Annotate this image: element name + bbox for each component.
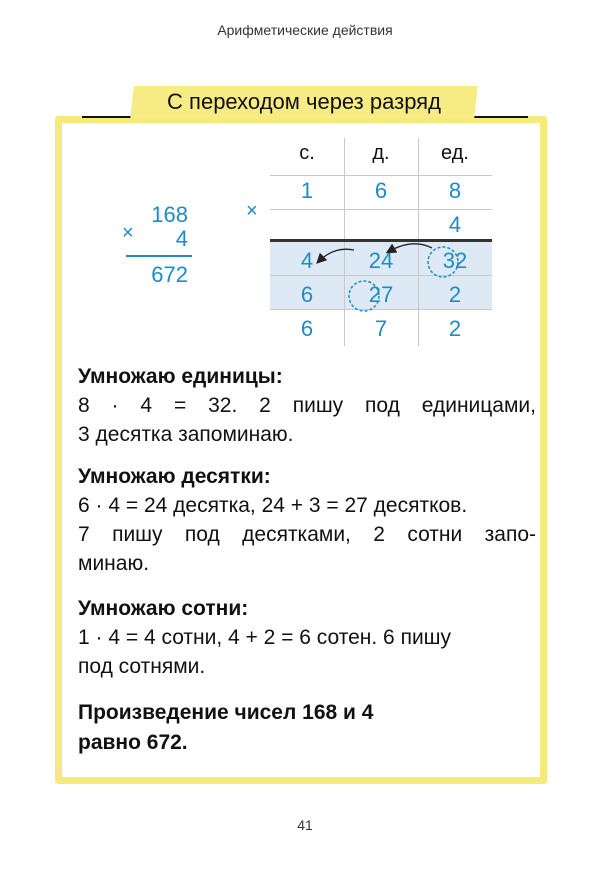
multiplicand: 168 [151, 202, 188, 227]
grid-multiply-sign: × [246, 200, 258, 222]
page-number: 41 [297, 817, 313, 833]
grid-cell: 6 [374, 178, 388, 203]
step-line: 7 пишу под десятками, 2 сотни запо- [78, 523, 536, 546]
step-heading: Умножаю десятки: [78, 465, 271, 488]
running-header: Арифметические действия [217, 22, 393, 38]
step-line: 8 · 4 = 32. 2 пишу под единицами, [78, 394, 536, 417]
conclusion-line: Произведение чисел 168 и 4 [78, 701, 374, 724]
grid-cell: 8 [448, 178, 462, 203]
grid-cell: 24 [368, 248, 394, 273]
step-units [78, 362, 536, 449]
header-hundreds: с. [299, 142, 315, 164]
grid-cell: 6 [300, 316, 314, 341]
column-multiplication [118, 202, 198, 288]
grid-cell: 4 [300, 248, 314, 273]
step-line: минаю. [78, 552, 150, 575]
carry-circle-units [428, 247, 458, 277]
product: 672 [151, 262, 188, 287]
result-line [126, 255, 192, 257]
multiply-sign: × [122, 222, 134, 244]
conclusion-line: равно 672. [78, 731, 188, 754]
grid-cell: 6 [300, 282, 314, 307]
step-line: 1 · 4 = 4 сотни, 4 + 2 = 6 сотен. 6 пишу [78, 626, 452, 649]
carry-arrows [246, 138, 496, 350]
grid-cell: 1 [300, 178, 314, 203]
grid-cell: 32 [442, 248, 468, 273]
step-hundreds [78, 594, 536, 681]
section-title-block [82, 82, 528, 122]
carry-circle-tens [349, 281, 379, 311]
step-line: 3 десятка запоминаю. [78, 423, 294, 446]
grid-cell: 2 [448, 316, 462, 341]
step-line: под сотнями. [78, 655, 206, 678]
step-tens [78, 462, 536, 578]
grid-cell: 4 [448, 212, 462, 237]
carry-arrow-units-to-tens [388, 244, 432, 252]
multiplier: 4 [175, 226, 188, 251]
carry-arrow-tens-to-hundreds [318, 249, 354, 262]
step-heading: Умножаю сотни: [78, 597, 249, 620]
section-title: С переходом через разряд [167, 89, 441, 114]
step-heading: Умножаю единицы: [78, 365, 283, 388]
place-value-grid [246, 138, 496, 350]
header-units: ед. [441, 142, 469, 164]
grid-cell: 2 [448, 282, 462, 307]
grid-cell: 7 [374, 316, 388, 341]
header-tens: д. [372, 142, 390, 164]
grid-cell: 27 [368, 282, 394, 307]
step-line: 6 · 4 = 24 десятка, 24 + 3 = 27 десятков. [78, 494, 468, 517]
conclusion [78, 698, 536, 758]
